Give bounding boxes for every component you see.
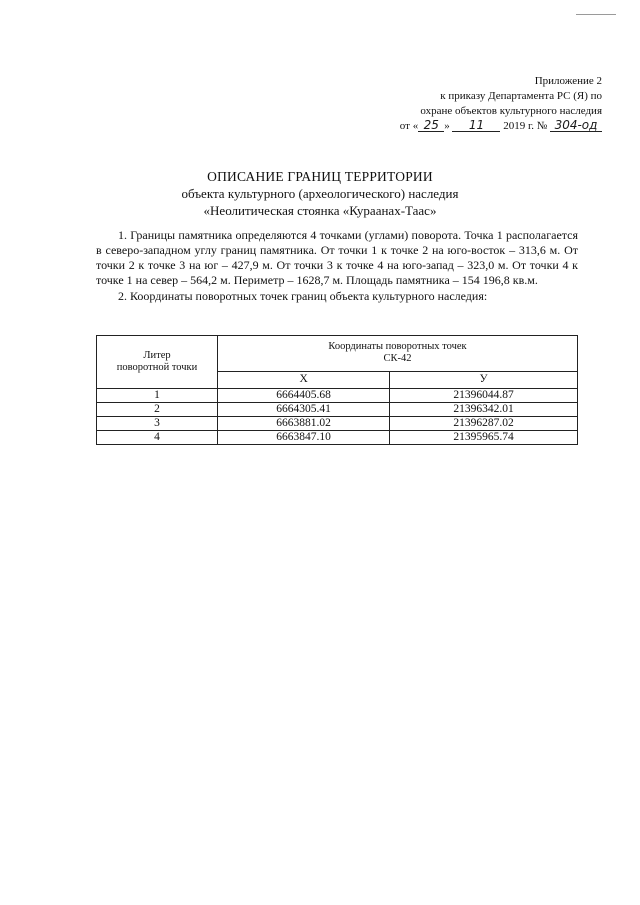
coordinates-table [96, 335, 578, 445]
table-row [97, 389, 578, 403]
document-subtitle: объекта культурного (археологического) наследия [181, 186, 459, 201]
cell-y: 21396342.01 [390, 403, 578, 417]
paragraph-coordinates-intro: 2. Координаты поворотных точек границ объекта культурного наследия: [118, 289, 488, 303]
table-row [97, 417, 578, 431]
table-header-row [97, 336, 578, 372]
header-coordinates-line1: Координаты поворотных точек [328, 341, 467, 353]
cell-x: 6664405.68 [218, 389, 390, 403]
cell-point: 3 [97, 417, 218, 431]
table-row [97, 431, 578, 445]
appendix-header [352, 74, 602, 134]
header-y: У [390, 371, 578, 388]
scan-corner-mark [576, 14, 616, 15]
date-day-handwritten: 25 [418, 119, 444, 132]
paragraph-boundaries: 1. Границы памятника определяются 4 точками (углами) поворота. Точка 1 располагается в северо-западном углу границ памятника. От точки 1 к точке 2 на юго-восток – 313,6 м. От точки 2 к точке 3 на юг – 427,9 м. От точки 3 к точке 4 на юго-запад – 323,0 м. От точки 4 к точке 1 на север – 564,2 м. Периметр – 1628,7 м. Площадь памятника – 154 196,8 кв.м. [96, 228, 578, 287]
cell-point: 4 [97, 431, 218, 445]
date-month-handwritten: 11 [452, 119, 500, 132]
header-coordinates-system: СК-42 [383, 353, 412, 365]
cell-point: 2 [97, 403, 218, 417]
cell-x: 6663881.02 [218, 417, 390, 431]
cell-x: 6663847.10 [218, 431, 390, 445]
appendix-order-ref: к приказу Департамента РС (Я) по [440, 90, 602, 102]
title-block [0, 168, 640, 219]
date-year: 2019 г. № [503, 120, 548, 132]
appendix-label: Приложение 2 [534, 75, 602, 87]
object-name: «Неолитическая стоянка «Кураанах-Таас» [203, 203, 437, 218]
body-text [96, 228, 578, 304]
date-prefix: от « [399, 120, 419, 132]
cell-x: 6664305.41 [218, 403, 390, 417]
header-x: X [218, 371, 390, 388]
cell-y: 21396287.02 [390, 417, 578, 431]
header-point-letter [97, 336, 218, 389]
document-title: ОПИСАНИЕ ГРАНИЦ ТЕРРИТОРИИ [207, 169, 433, 184]
header-coordinates-group [218, 336, 578, 372]
header-point-letter-line1: Литер [143, 350, 171, 361]
date-separator: » [444, 120, 450, 132]
table-row [97, 403, 578, 417]
cell-y: 21396044.87 [390, 389, 578, 403]
cell-point: 1 [97, 389, 218, 403]
appendix-date-line [352, 119, 602, 134]
header-point-letter-line2: поворотной точки [116, 362, 198, 373]
order-number-handwritten: 304-од [550, 119, 602, 132]
cell-y: 21395965.74 [390, 431, 578, 445]
appendix-department: охране объектов культурного наследия [420, 105, 602, 117]
